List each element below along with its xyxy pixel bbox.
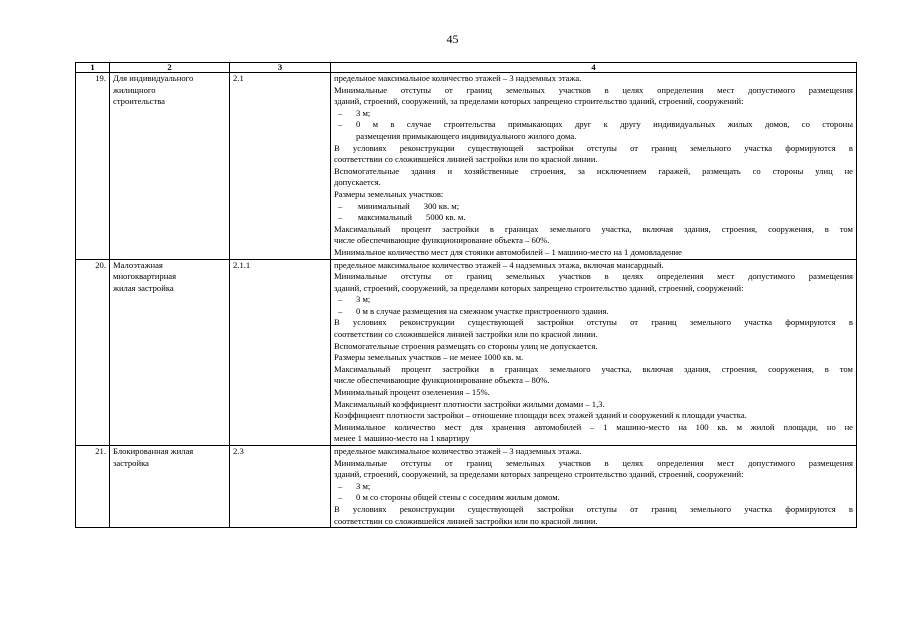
list-item-value: 300 кв. м; <box>423 200 460 211</box>
list-item <box>334 119 853 131</box>
use-type-name <box>110 259 230 446</box>
description-line: Вспомогательные здания и хозяйственные строения, за исключением гаражей, размещать со стороны улиц не <box>334 165 853 176</box>
description-line: зданий, строений, сооружений, за пределами которых запрещено строительство зданий, строений, сооружений: <box>334 282 744 293</box>
list-item-value: 5000 кв. м. <box>426 212 466 223</box>
parameters-description <box>331 259 857 446</box>
use-type-name <box>110 446 230 528</box>
row-number: 21. <box>76 446 110 528</box>
description-line: Минимальное количество мест для хранения автомобилей – 1 машино-место на 100 кв. м жилой площади, но не <box>334 421 853 432</box>
list-item-text: максимальный <box>358 212 413 223</box>
description-line: зданий, строений, сооружений, за пределами которых запрещено строительство зданий, строений, сооружений: <box>334 96 744 107</box>
list-item <box>334 492 853 504</box>
row-number: 20. <box>76 259 110 446</box>
description-line: соответствии со сложившейся линией застройки или по красной линии. <box>334 154 598 165</box>
list-item-text: 0 м в случае размещения на смежном участке пристроенного здания. <box>356 305 609 316</box>
description-line: зданий, строений, сооружений, за пределами которых запрещено строительство зданий, строений, сооружений: <box>334 469 744 480</box>
header-row <box>76 63 857 73</box>
list-item <box>334 294 853 306</box>
description-line: предельное максимальное количество этажей – 4 надземных этажа, включая мансардный. <box>334 259 664 270</box>
row-number: 19. <box>76 73 110 260</box>
description-line: допускается. <box>334 177 381 188</box>
description-line: В условиях реконструкции существующей застройки отступы от границ земельного участка формируются в <box>334 317 853 328</box>
list-item <box>334 201 853 213</box>
dash-bullet: – <box>338 212 343 223</box>
header-col-4: 4 <box>331 63 857 73</box>
use-type-name-line: строительства <box>113 96 165 107</box>
list-item-text: 3 м; <box>356 107 371 118</box>
description-line: Размеры земельных участков: <box>334 188 444 199</box>
table-row <box>76 446 857 528</box>
use-type-code: 2.3 <box>230 446 331 528</box>
description-line: Вспомогательные строения размещать со стороны улиц не допускается. <box>334 340 598 351</box>
description-line: менее 1 машино-место на 1 квартиру <box>334 433 470 444</box>
list-item <box>334 481 853 493</box>
use-type-name-line: жилищного <box>113 84 156 95</box>
use-type-code: 2.1 <box>230 73 331 260</box>
use-type-name-line: Малоэтажная <box>113 259 163 270</box>
description-line: предельное максимальное количество этажей – 3 надземных этажа. <box>334 73 582 83</box>
dash-bullet: – <box>338 305 343 316</box>
regulations-table <box>75 62 857 528</box>
dash-bullet: – <box>338 119 343 130</box>
dash-bullet: – <box>338 107 343 118</box>
page-number: 45 <box>446 32 459 46</box>
description-line: В условиях реконструкции существующей застройки отступы от границ земельного участка формируются в <box>334 142 853 153</box>
description-line: Минимальное количество мест для стоянки автомобилей – 1 машино-место на 1 домовладение <box>334 246 682 257</box>
use-type-name-line: Для индивидуального <box>113 73 194 83</box>
description-line: Минимальные отступы от границ земельных участков в целях определения мест допустимого размещения <box>334 457 853 468</box>
list-item <box>334 108 853 120</box>
list-item <box>334 306 853 318</box>
dash-bullet: – <box>338 294 343 305</box>
list-item-text: 3 м; <box>356 480 371 491</box>
description-line: соответствии со сложившейся линией застройки или по красной линии. <box>334 329 598 340</box>
list-item-text: минимальный <box>358 200 410 211</box>
description-line: Минимальный процент озеленения – 15%. <box>334 387 490 398</box>
use-type-name-line: жилая застройка <box>113 282 174 293</box>
header-col-2: 2 <box>110 63 230 73</box>
description-line: соответствии со сложившейся линией застройки или по красной линии. <box>334 515 598 526</box>
use-type-name-line: Блокированная жилая <box>113 446 194 456</box>
use-type-name <box>110 73 230 260</box>
parameters-description <box>331 446 857 528</box>
use-type-name-line: многоквартирная <box>113 271 177 282</box>
description-line: числе обеспечивающие функционирование объекта – 80%. <box>334 375 550 386</box>
description-line: числе обеспечивающие функционирование объекта – 60%. <box>334 235 550 246</box>
description-line: предельное максимальное количество этажей – 3 надземных этажа. <box>334 446 582 456</box>
description-line: Размеры земельных участков – не менее 1000 кв. м. <box>334 352 524 363</box>
description-line: В условиях реконструкции существующей застройки отступы от границ земельного участка формируются в <box>334 503 853 514</box>
description-line: Максимальный процент застройки в границах земельного участка, включая здания, строения, сооружения, в том <box>334 363 853 374</box>
dash-bullet: – <box>338 200 343 211</box>
description-line: Минимальные отступы от границ земельных участков в целях определения мест допустимого размещения <box>334 84 853 95</box>
list-item-text: 3 м; <box>356 294 371 305</box>
table-row <box>76 259 857 446</box>
description-line: Минимальные отступы от границ земельных участков в целях определения мест допустимого размещения <box>334 271 853 282</box>
use-type-code: 2.1.1 <box>230 259 331 446</box>
parameters-description <box>331 73 857 260</box>
list-item <box>334 212 853 224</box>
header-col-1: 1 <box>76 63 110 73</box>
description-line: Коэффициент плотности застройки – отношение площади всех этажей зданий и сооружений к площади участка. <box>334 410 747 421</box>
dash-bullet: – <box>338 480 343 491</box>
use-type-name-line: застройка <box>113 457 149 468</box>
list-item-text: 0 м в случае строительства примыкающих друг к другу индивидуальных жилых домов, со стороны <box>356 119 853 130</box>
list-item-text: 0 м со стороны общей стены с соседним жилым домом. <box>356 492 560 503</box>
description-line: Максимальный процент застройки в границах земельного участка, включая здания, строения, сооружения, в том <box>334 223 853 234</box>
description-line: размещения примыкающего индивидуального жилого дома. <box>356 130 577 141</box>
table-row <box>76 73 857 260</box>
description-line: Максимальный коэффициент плотности застройки жилыми домами – 1,3. <box>334 398 605 409</box>
dash-bullet: – <box>338 492 343 503</box>
header-col-3: 3 <box>230 63 331 73</box>
